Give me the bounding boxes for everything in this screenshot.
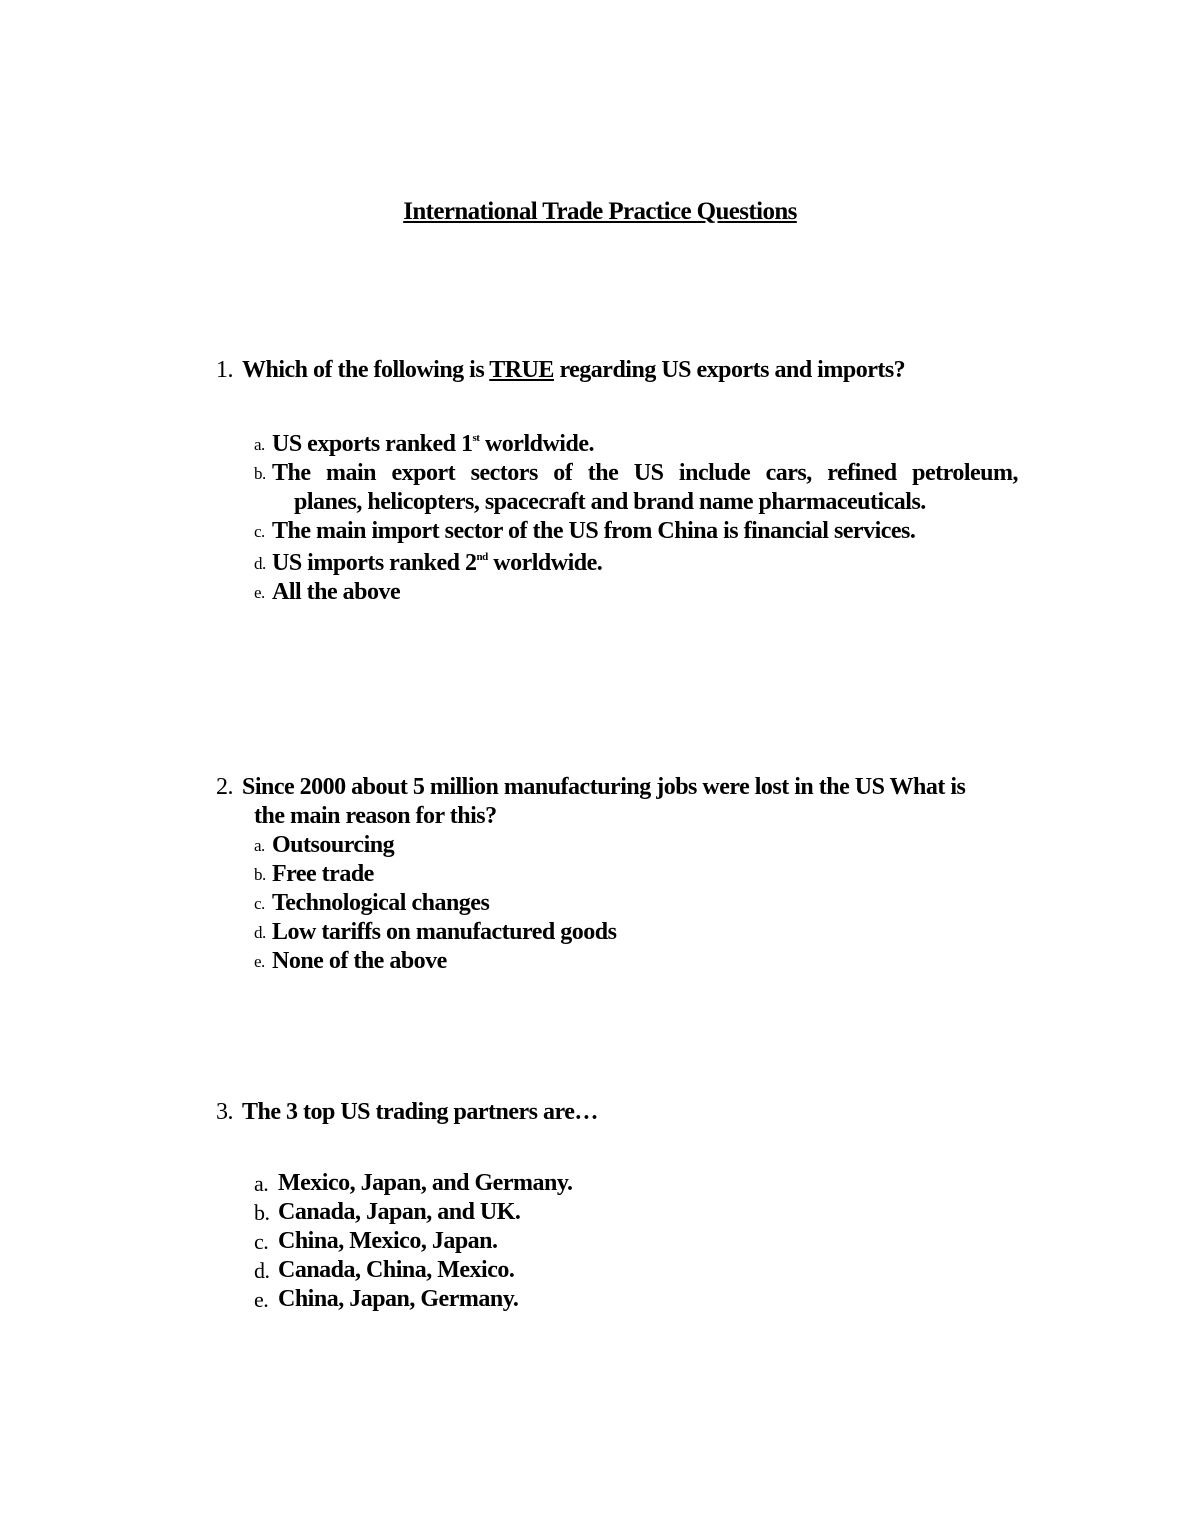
option-b (254, 459, 1024, 517)
option-text-continued: planes, helicopters, spacecraft and brand name pharmaceuticals. (294, 489, 926, 515)
option-a (254, 831, 1024, 860)
question-text: Since 2000 about 5 million manufacturing jobs were lost in the US What is (242, 774, 966, 800)
option-a (254, 1169, 1024, 1198)
option-text: Outsourcing (272, 832, 395, 858)
option-letter: c. (254, 522, 265, 541)
option-c (254, 517, 1024, 546)
option-letter: a. (254, 836, 265, 855)
option-text: worldwide. (487, 550, 603, 576)
option-text: The main export sectors of the US include cars, refined petroleum, (272, 460, 1018, 486)
option-letter: c. (254, 1229, 269, 1254)
option-text: China, Japan, Germany. (278, 1286, 519, 1312)
option-letter: b. (254, 464, 266, 483)
option-text: worldwide. (479, 431, 594, 457)
option-text: Free trade (272, 861, 374, 887)
option-text: China, Mexico, Japan. (278, 1228, 498, 1254)
question-text-continued: the main reason for this? (254, 803, 497, 829)
question-1 (216, 356, 1016, 385)
option-letter: b. (254, 865, 266, 884)
option-letter: c. (254, 894, 265, 913)
option-d (254, 918, 1024, 947)
document-title: International Trade Practice Questions (403, 198, 797, 225)
option-text: US exports ranked 1 (272, 431, 473, 457)
question-2 (216, 773, 1016, 831)
question-2-options (254, 831, 1024, 976)
option-text: Mexico, Japan, and Germany. (278, 1170, 573, 1196)
option-letter: e. (254, 583, 265, 602)
question-emphasis: TRUE (489, 357, 554, 383)
question-number: 2. (216, 774, 233, 800)
option-letter: a. (254, 435, 265, 454)
option-letter: b. (254, 1200, 270, 1225)
option-text: The main import sector of the US from China is financial services. (272, 518, 916, 544)
question-number: 1. (216, 357, 233, 383)
question-number: 3. (216, 1099, 233, 1125)
option-letter: a. (254, 1171, 269, 1196)
question-1-options (254, 430, 1024, 607)
question-3 (216, 1098, 1016, 1127)
option-e (254, 578, 1024, 607)
option-text: None of the above (272, 948, 447, 974)
option-letter: d. (254, 923, 266, 942)
option-superscript: nd (476, 551, 488, 563)
option-text: US imports ranked 2 (272, 550, 477, 576)
question-text: Which of the following is (242, 357, 490, 383)
option-b (254, 1198, 1024, 1227)
option-e (254, 1285, 1024, 1314)
option-superscript: st (472, 432, 480, 444)
option-c (254, 889, 1024, 918)
option-text: All the above (272, 579, 401, 605)
option-e (254, 947, 1024, 976)
option-text: Low tariffs on manufactured goods (272, 919, 617, 945)
option-a (254, 430, 1024, 459)
option-b (254, 860, 1024, 889)
option-letter: e. (254, 952, 265, 971)
option-d (254, 1256, 1024, 1285)
option-letter: d. (254, 1258, 270, 1283)
option-letter: e. (254, 1287, 269, 1312)
option-letter: d. (254, 554, 266, 573)
option-text: Canada, Japan, and UK. (278, 1199, 521, 1225)
option-c (254, 1227, 1024, 1256)
question-3-options (254, 1169, 1024, 1314)
option-text: Canada, China, Mexico. (278, 1257, 515, 1283)
option-d (254, 549, 1024, 578)
option-text: Technological changes (272, 890, 490, 916)
question-text: regarding US exports and imports? (553, 357, 906, 383)
question-text: The 3 top US trading partners are… (242, 1099, 598, 1125)
